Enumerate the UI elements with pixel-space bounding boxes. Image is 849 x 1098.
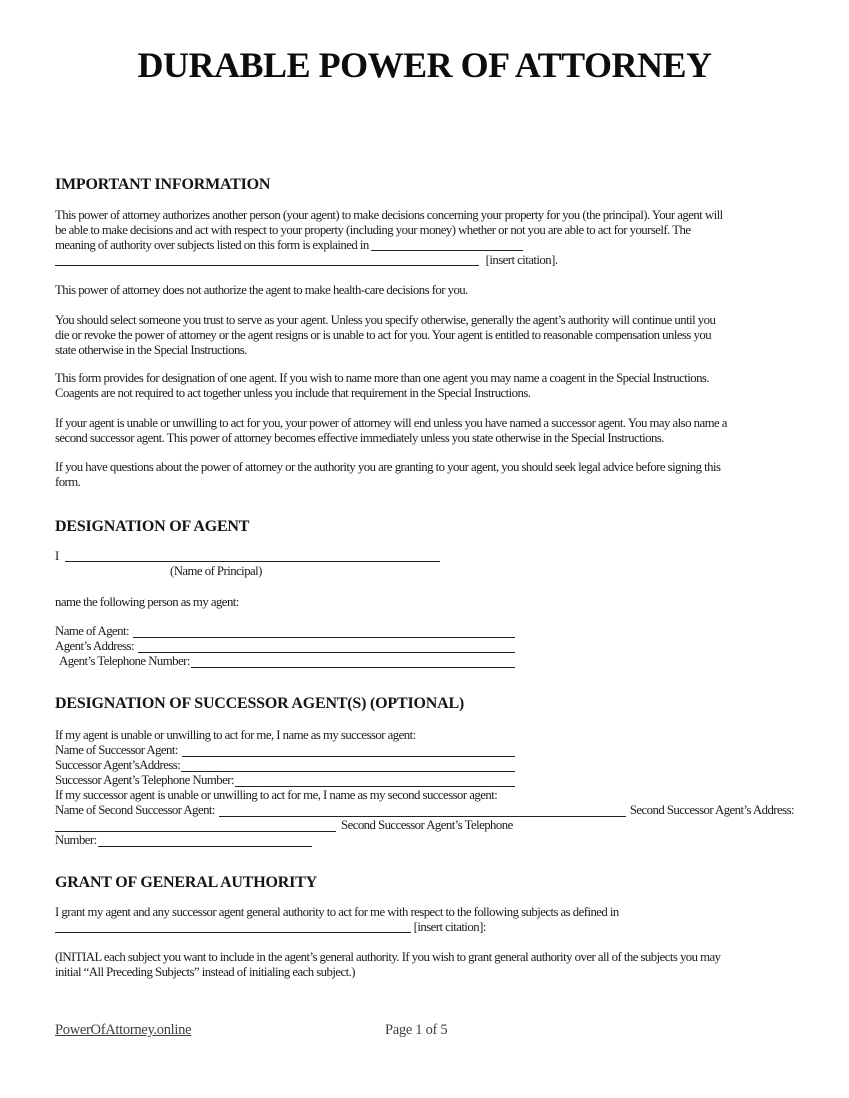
paragraph-healthcare [55, 283, 794, 298]
successor-block [55, 728, 794, 848]
text-second-successor-intro: If my successor agent is unable or unwilling to act for me, I name as my second successor agent: [55, 788, 498, 802]
blank-citation-line2[interactable] [55, 254, 479, 266]
page-number-indicator: Page 1 of 5 [385, 1022, 448, 1038]
field-successor-name [55, 743, 515, 758]
label-second-successor-phone: Second Successor Agent’s Telephone [341, 818, 513, 832]
label-successor-address: Successor Agent’sAddress: [55, 758, 181, 772]
blank-second-successor-address[interactable] [55, 818, 336, 832]
blank-successor-address[interactable] [181, 758, 515, 772]
text-grant-citation: [insert citation]: [413, 920, 486, 934]
initial-note-block [55, 950, 794, 980]
grant-paragraph [55, 905, 794, 935]
text-line: If your agent is unable or unwilling to act for you, your power of attorney will end unless you have named a successor agent. You may also name a [55, 416, 727, 430]
text-line: second successor agent. This power of attorney becomes effective immediately unless you state otherwise in the Special Instructions. [55, 431, 664, 445]
text-name-following-person: name the following person as my agent: [55, 595, 239, 609]
field-successor-phone [55, 773, 515, 788]
document-title: DURABLE POWER OF ATTORNEY [137, 45, 712, 85]
heading-designation-of-agent: DESIGNATION OF AGENT [55, 518, 250, 535]
field-second-successor-name [55, 803, 794, 818]
label-successor-phone: Successor Agent’s Telephone Number: [55, 773, 234, 787]
text-grant-authority: I grant my agent and any successor agent general authority to act for me with respect to the following subjects as defined in [55, 905, 619, 919]
blank-second-successor-phone[interactable] [98, 833, 312, 847]
initial-note-lines [55, 950, 794, 980]
paragraph-legal-advice [55, 460, 794, 490]
text-line: If you have questions about the power of attorney or the authority you are granting to your agent, you should seek legal advice before signing this [55, 460, 721, 474]
text-insert-citation: [insert citation]. [485, 253, 558, 267]
field-successor-address [55, 758, 515, 773]
text-line: state otherwise in the Special Instructions. [55, 343, 247, 357]
paragraph-one-agent [55, 371, 794, 401]
label-second-successor-phone-number: Number: [55, 833, 97, 847]
field-second-successor-phone [55, 833, 794, 848]
blank-successor-name[interactable] [182, 743, 515, 757]
blank-successor-phone[interactable] [235, 773, 515, 787]
footer-site-link[interactable]: PowerOfAttorney.online [55, 1022, 192, 1038]
paragraph-select-agent [55, 313, 794, 358]
heading-designation-of-successor: DESIGNATION OF SUCCESSOR AGENT(S) (OPTIONAL) [55, 695, 465, 712]
text-explained-in: meaning of authority over subjects listed on this form is explained in [55, 238, 369, 252]
blank-agent-address[interactable] [138, 639, 515, 653]
text-successor-intro: If my agent is unable or unwilling to act for me, I name as my successor agent: [55, 728, 416, 742]
label-agent-name: Name of Agent: [55, 624, 130, 638]
paragraph-select-agent-lines [55, 313, 794, 358]
paragraph-successor-info-lines [55, 416, 794, 446]
blank-principal-name[interactable] [65, 550, 440, 562]
paragraph-authorizes [55, 208, 794, 268]
label-agent-address: Agent’s Address: [55, 639, 134, 653]
text-line: You should select someone you trust to serve as your agent. Unless you specify otherwise, generally the agent’s authority will continue until you [55, 313, 716, 327]
heading-important-information: IMPORTANT INFORMATION [55, 176, 271, 193]
label-agent-phone: Agent’s Telephone Number: [59, 654, 190, 668]
blank-agent-name[interactable] [133, 624, 515, 638]
line-explained-in [55, 238, 794, 253]
field-agent-address [55, 639, 515, 654]
paragraph-healthcare-line: This power of attorney does not authorize the agent to make health-care decisions for you. [55, 283, 468, 297]
agent-intro-block [55, 595, 794, 610]
page-footer [55, 1022, 794, 1039]
agent-fields-block [55, 624, 794, 669]
text-line: be able to make decisions and act with respect to your property (including your money) whether or not you are able to act for yourself. The [55, 223, 691, 237]
blank-citation-line1[interactable] [371, 239, 523, 251]
principal-name-block [55, 549, 794, 579]
text-line: Coagents are not required to act together unless you include that requirement in the Special Instructions. [55, 386, 531, 400]
paragraph-legal-advice-lines [55, 460, 794, 490]
text-line: die or revoke the power of attorney or the agent resigns or is unable to act for you. Your agent is entitled to reasonable compensation unless you [55, 328, 712, 342]
field-agent-phone [55, 654, 515, 669]
label-successor-name: Name of Successor Agent: [55, 743, 178, 757]
paragraph-authorizes-lines [55, 208, 794, 238]
paragraph-one-agent-lines [55, 371, 794, 401]
text-line: initial “All Preceding Subjects” instead of initialing each subject.) [55, 965, 356, 979]
text-line: form. [55, 475, 81, 489]
paragraph-successor-info [55, 416, 794, 446]
text-i-prefix: I [55, 549, 59, 563]
line-principal-name [55, 549, 794, 564]
blank-second-successor-name[interactable] [219, 803, 626, 817]
text-line: This power of attorney authorizes another person (your agent) to make decisions concerning your property for you (the principal). Your agent will [55, 208, 723, 222]
blank-agent-phone[interactable] [191, 654, 515, 668]
label-second-successor-address: Second Successor Agent’s Address: [629, 803, 794, 817]
text-line: (INITIAL each subject you want to include in the agent’s general authority. If you wish to grant general authority over all of the subjects you may [55, 950, 721, 964]
line-grant-citation [55, 920, 794, 935]
blank-grant-citation[interactable] [55, 921, 411, 933]
field-second-successor-address [55, 818, 794, 833]
text-line: This form provides for designation of one agent. If you wish to name more than one agent you may name a coagent in the Special Instructions. [55, 371, 710, 385]
label-second-successor-name: Name of Second Successor Agent: [55, 803, 215, 817]
heading-grant-of-authority: GRANT OF GENERAL AUTHORITY [55, 874, 317, 891]
line-insert-citation [55, 253, 794, 268]
caption-name-of-principal: (Name of Principal) [170, 564, 262, 578]
field-agent-name [55, 624, 515, 639]
